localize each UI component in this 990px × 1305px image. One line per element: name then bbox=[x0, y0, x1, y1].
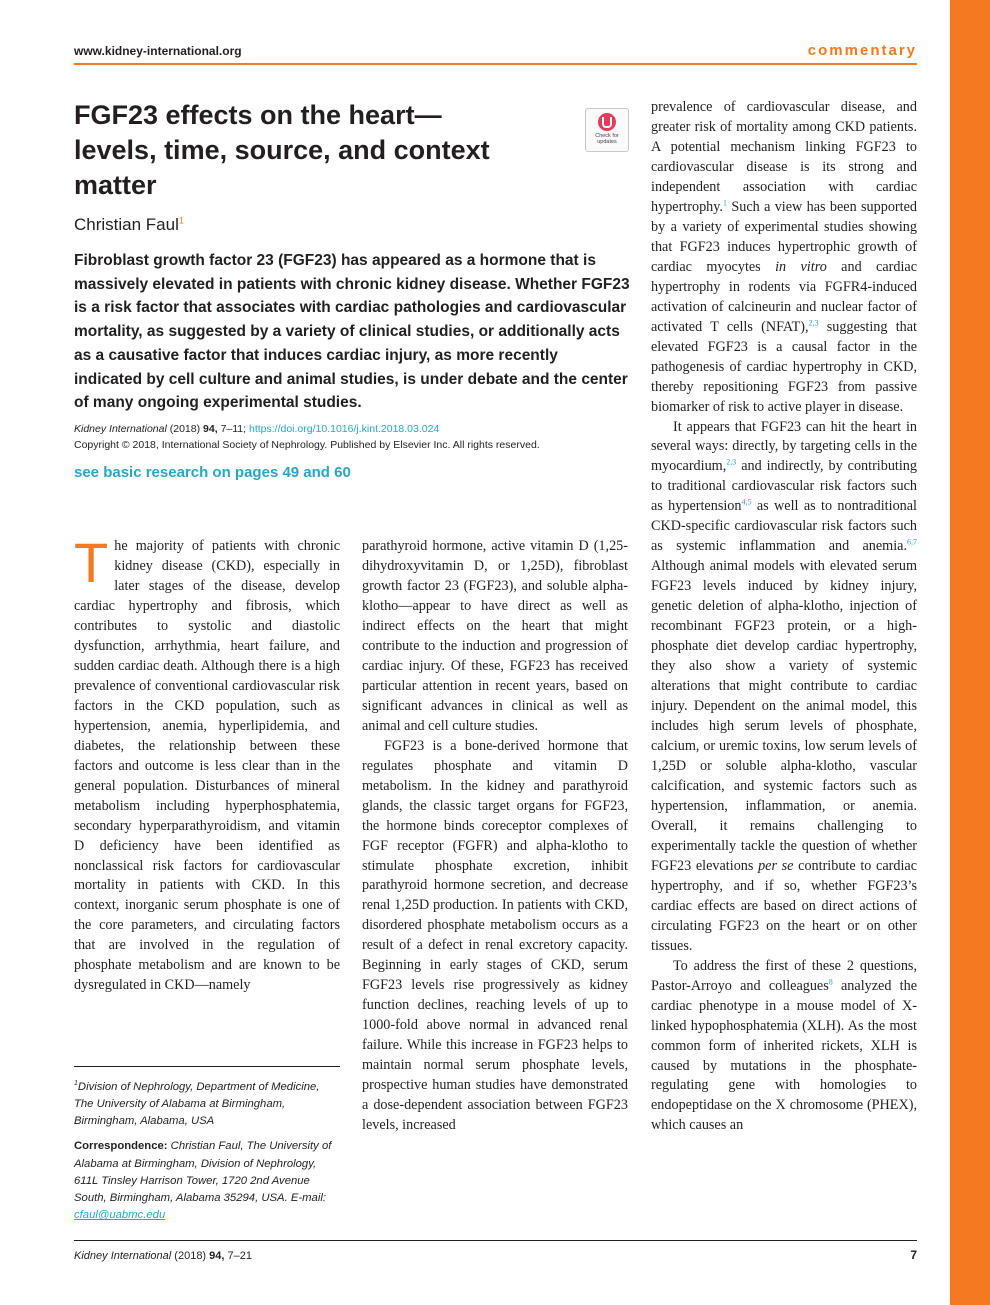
body-column-1 bbox=[74, 531, 340, 996]
drop-cap: T bbox=[74, 531, 109, 594]
author-line bbox=[74, 215, 630, 235]
see-also-link[interactable]: see basic research on pages 49 and 60 bbox=[74, 463, 351, 481]
citation-journal: Kidney International bbox=[74, 422, 167, 435]
article-title: FGF23 effects on the heart—levels, time, source, and context matter bbox=[74, 100, 490, 200]
correspondence-note: Correspondence: Christian Faul, The University of Alabama at Birmingham, Division of Nephrology, 611L Tinsley Harrison Tower, 1720 2nd Avenue South, Birmingham, Alabama 35294, USA. E-mail: cfaul@uabmc.edu bbox=[74, 1140, 332, 1222]
col1-text: he majority of patients with chronic kidney disease (CKD), especially in later stages of the disease, develop cardiac hypertrophy and fibrosis, which contributes to systolic and diastolic dysfunction, arrhythmia, heart failure, and sudden cardiac death. Although there is a high prevalence of conventional cardiovascular risk factors in the CKD population, such as hypertension, anemia, hyperlipidemia, and diabetes, the relationship between these factors and outcome is less clear than in the general population. Disturbances of mineral metabolism including hyperphosphatemia, secondary hyperparathyroidism, and vitamin D deficiency have been identified as nonclassical risk factors for cardiovascular mortality in patients with CKD. In this context, inorganic serum phosphate is one of the core parameters, and circulating factors that are involved in the regulation of phosphate metabolism and are known to be dysregulated in CKD—namely bbox=[74, 538, 340, 994]
col2-paragraph-2: FGF23 is a bone-derived hormone that regulates phosphate and vitamin D metabolism. In the kidney and parathyroid glands, the classic target organs for FGF23, the hormone binds coreceptor complexes of FGF receptor (FGFR) and alpha-klotho to stimulate phosphate excretion, inhibit parathyroid hormone secretion, and decrease renal 1,25D production. In patients with CKD, disordered phosphate metabolism occurs as a result of a defect in renal excretory capacity. Beginning in early stages of CKD, serum FGF23 levels rise progressively as kidney function declines, reaching levels of up to 1000-fold above normal in advanced renal failure. While this increase in FGF23 helps to maintain normal serum phosphate levels, prospective human studies have demonstrated a dose-dependent association between FGF23 levels, increased bbox=[362, 737, 628, 1134]
affiliation-note: $^1$Division of Nephrology, Department of Medicine, The University of Alabama at Birmingham, Birmingham, Alabama, USA bbox=[74, 1080, 320, 1128]
reference-link[interactable]: 2,3 bbox=[808, 317, 819, 327]
reference-link[interactable]: 1 bbox=[722, 198, 727, 208]
author-name: Christian Faul bbox=[74, 215, 179, 234]
reference-link[interactable]: 2,3 bbox=[726, 457, 737, 467]
col3-paragraph-2: It appears that FGF23 can hit the heart in several ways: directly, by targeting cells in the myocardium,$^{2,3}$ and indirectly, by contributing to traditional cardiovascular risk factors such as hypertension$^{4,5}$ as well as to nontraditional CKD-specific cardiovascular risk factors such as systemic inflammation and anemia.$^{6,7}$ Although animal models with elevated serum FGF23 levels induced by kidney injury, genetic deletion of alpha-klotho, injection of recombinant FGF23 protein, or a high-phosphate diet develop cardiac hypertrophy, they also show a variety of systemic alterations that might contribute to cardiac injury. Dependent on the animal model, this includes high serum levels of phosphate, calcium, or uremic toxins, low serum levels of 1,25D or soluble alpha-klotho, vascular calcification, and systemic factors such as hypertension, inflammation, or anemia. Overall, it remains challenging to experimentally tackle the question of whether FGF23 elevations per se contribute to cardiac hypertrophy, and if so, whether FGF23’s cardiac effects are based on direct actions of circulating FGF23 on the heart or on other tissues. bbox=[651, 418, 917, 954]
crossmark-label: Check for updates bbox=[595, 133, 619, 145]
abstract: Fibroblast growth factor 23 (FGF23) has appeared as a hormone that is massively elevated in patients with chronic kidney disease. Whether FGF23 is a risk factor that associates with cardiac pathologies and cardiovascular mortality, as suggested by a variety of clinical studies, or additionally acts as a causative factor that induces cardiac injury, as more recently indicated by cell culture and animal studies, is under debate and the center of many ongoing experimental studies. bbox=[74, 252, 630, 412]
col2-paragraph-1: parathyroid hormone, active vitamin D (1,25-dihydroxyvitamin D, or 1,25D), fibroblast growth factor 23 (FGF23), and soluble alpha-klotho—appear to have direct as well as indirect effects on the heart that might contribute to the induction and progression of cardiac injury. Of these, FGF23 has received particular attention in recent years, based on significant advances in clinical as well as animal and cell culture studies. bbox=[362, 538, 628, 734]
citation-volume: 94, bbox=[203, 422, 218, 435]
site-url-link[interactable]: www.kidney-international.org bbox=[74, 44, 242, 58]
footer-citation: Kidney International (2018) 94, 7–21 bbox=[74, 1250, 252, 1262]
page-number: 7 bbox=[910, 1248, 917, 1262]
reference-link[interactable]: 4,5 bbox=[741, 497, 752, 507]
citation-line bbox=[74, 421, 630, 437]
crossmark-icon bbox=[598, 113, 616, 131]
copyright-notice: Copyright © 2018, International Society of Nephrology. Published by Elsevier Inc. All rights reserved. bbox=[74, 438, 540, 451]
body-column-3 bbox=[651, 98, 917, 1136]
email-link[interactable]: cfaul@uabmc.edu bbox=[74, 1209, 166, 1222]
header-divider bbox=[74, 63, 917, 65]
reference-link[interactable]: 6,7 bbox=[907, 537, 917, 547]
citation-pages: 7–11; bbox=[220, 422, 247, 435]
reference-link[interactable]: 8 bbox=[828, 976, 833, 986]
col3-paragraph-1: prevalence of cardiovascular disease, and greater risk of mortality among CKD patients. A potential mechanism linking FGF23 to cardiovascular disease is its strong and independent association with cardiac hypertrophy.$^1$ Such a view has been supported by a variety of experimental studies showing that FGF23 induces hypertrophic growth of cardiac myocytes in vitro and cardiac hypertrophy in rodents via FGFR4-induced activation of calcineurin and nuclear factor of activated T cells (NFAT),$^{2,3}$ suggesting that elevated FGF23 is a causal factor in the pathogenesis of cardiac hypertrophy in CKD, thereby repositioning FGF23 from passive biomarker of risk to active player in disease. bbox=[651, 99, 917, 415]
check-for-updates-badge[interactable] bbox=[585, 108, 629, 152]
col3-paragraph-3: To address the first of these 2 questions, Pastor-Arroyo and colleagues$^8$ analyzed the cardiac phenotype in a mouse model of X-linked hypophosphatemia (XLH). As the most common form of inherited rickets, XLH is caused by mutations in the phosphate-regulating gene with homologies to endopeptidase on the X chromosome (PHEX), which causes an bbox=[651, 957, 917, 1134]
author-affiliation-sup[interactable]: 1 bbox=[178, 215, 184, 226]
citation-year: (2018) bbox=[169, 422, 201, 435]
section-label: commentary bbox=[807, 42, 917, 59]
side-accent-bar bbox=[950, 0, 990, 1305]
doi-link[interactable]: https://doi.org/10.1016/j.kint.2018.03.024 bbox=[248, 422, 440, 435]
body-column-2 bbox=[362, 537, 628, 1136]
footer-divider bbox=[74, 1240, 917, 1241]
article-front-matter bbox=[74, 98, 630, 481]
footnotes bbox=[74, 1066, 340, 1232]
